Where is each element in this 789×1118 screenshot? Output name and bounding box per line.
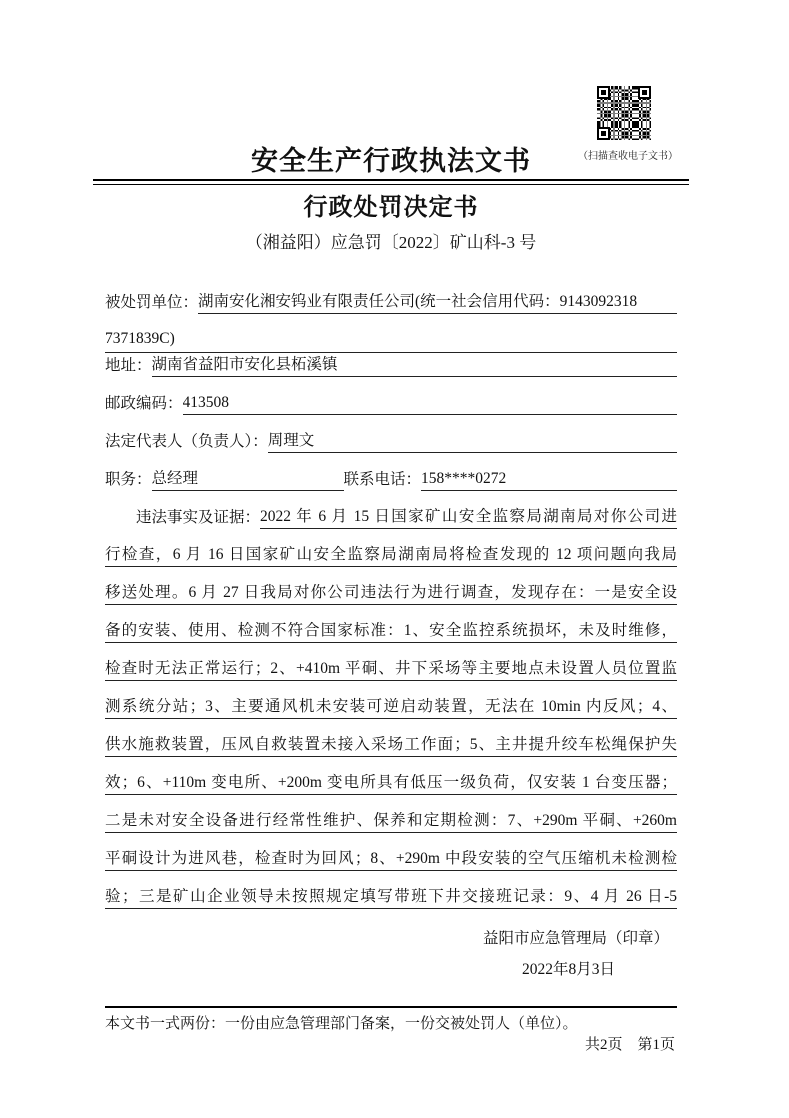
field-postcode	[105, 391, 677, 415]
signature-block	[105, 928, 677, 981]
field-address	[105, 353, 677, 377]
field-punished-unit-continuation: 7371839C)	[105, 328, 677, 353]
qr-finder-pattern	[638, 86, 651, 99]
body-line	[105, 695, 677, 719]
header-divider	[93, 179, 689, 185]
body-line	[105, 581, 677, 605]
body-line-text: 检查时无法正常运行；2、+410m 平硐、井下采场等主要地点未设置人员位置监	[105, 658, 677, 681]
field-value: 湖南省益阳市安化县柘溪镇	[152, 354, 677, 377]
field-punished-unit	[105, 290, 677, 314]
body-line-text: 行检查，6 月 16 日国家矿山安全监察局湖南局将检查发现的 12 项问题向我局	[105, 544, 677, 567]
document-number: （湘益阳）应急罚〔2022〕矿山科-3 号	[245, 233, 537, 252]
issue-date: 2022年8月3日	[521, 961, 615, 978]
body-line-text: 平硐设计为进风巷，检查时为回风；8、+290m 中段安装的空气压缩机未检测检	[105, 848, 677, 871]
body-line	[105, 505, 677, 529]
body-line-text: 移送处理。6 月 27 日我局对你公司违法行为进行调查，发现存在：一是安全设	[105, 582, 677, 605]
body-line	[105, 733, 677, 757]
body-line	[105, 809, 677, 833]
field-label: 地址：	[105, 357, 152, 374]
body-line	[105, 847, 677, 871]
field-value: 158****0272	[421, 468, 677, 491]
qr-code	[597, 86, 651, 140]
field-label: 法定代表人（负责人）：	[105, 433, 268, 450]
page-footer	[105, 1006, 677, 1055]
fields-section	[105, 290, 677, 491]
field-legal-representative	[105, 429, 677, 453]
footer-note: 本文书一式两份：一份由应急管理部门备案，一份交被处罚人（单位）。	[105, 1016, 578, 1032]
field-label: 联系电话：	[343, 471, 422, 488]
qr-finder-pattern	[597, 127, 610, 140]
body-line-text: 验；三是矿山企业领导未按照规定填写带班下井交接班记录：9、4 月 26 日-5	[105, 886, 677, 909]
document-category-title: 安全生产行政执法文书	[251, 146, 531, 176]
body-line	[105, 619, 677, 643]
body-line	[105, 657, 677, 681]
field-value: 总经理	[152, 468, 344, 491]
footer-divider	[105, 1006, 677, 1008]
field-value: 413508	[183, 392, 677, 415]
body-line-text: 二是未对安全设备进行经常性维护、保养和定期检测：7、+290m 平硐、+260m	[105, 810, 677, 833]
body-line	[105, 543, 677, 567]
body-line-text: 供水施救装置，压风自救装置未接入采场工作面；5、主井提升绞车松绳保护失	[105, 734, 677, 757]
field-label: 邮政编码：	[105, 395, 183, 412]
violation-facts-section	[105, 505, 677, 909]
field-label: 职务：	[105, 471, 152, 488]
body-line-text: 测系统分站；3、主要通风机未安装可逆启动装置，无法在 10min 内反风；4、	[105, 696, 677, 719]
body-line	[105, 771, 677, 795]
field-value: 周理文	[268, 430, 677, 453]
issuing-authority: 益阳市应急管理局（印章）	[482, 930, 669, 947]
field-position-and-phone	[105, 467, 677, 491]
qr-caption: （扫描查收电子文书）	[578, 151, 678, 162]
body-line-text: 效；6、+110m 变电所、+200m 变电所具有低压一级负荷，仅安装 1 台变压器；	[105, 772, 677, 795]
page-number: 共2页 第1页	[584, 1037, 675, 1053]
page-title: 行政处罚决定书	[303, 195, 479, 221]
body-line	[105, 885, 677, 909]
field-label: 被处罚单位：	[105, 294, 199, 311]
qr-block	[578, 86, 678, 162]
qr-finder-pattern	[597, 86, 610, 99]
field-value: 湖南安化湘安钨业有限责任公司(统一社会信用代码：9143092318	[198, 291, 677, 314]
body-line-text: 备的安装、使用、检测不符合国家标准：1、安全监控系统损坏，未及时维修，	[105, 620, 677, 643]
body-line-text: 2022 年 6 月 15 日国家矿山安全监察局湖南局对你公司进	[260, 506, 677, 529]
paragraph-label: 违法事实及证据：	[136, 509, 261, 526]
